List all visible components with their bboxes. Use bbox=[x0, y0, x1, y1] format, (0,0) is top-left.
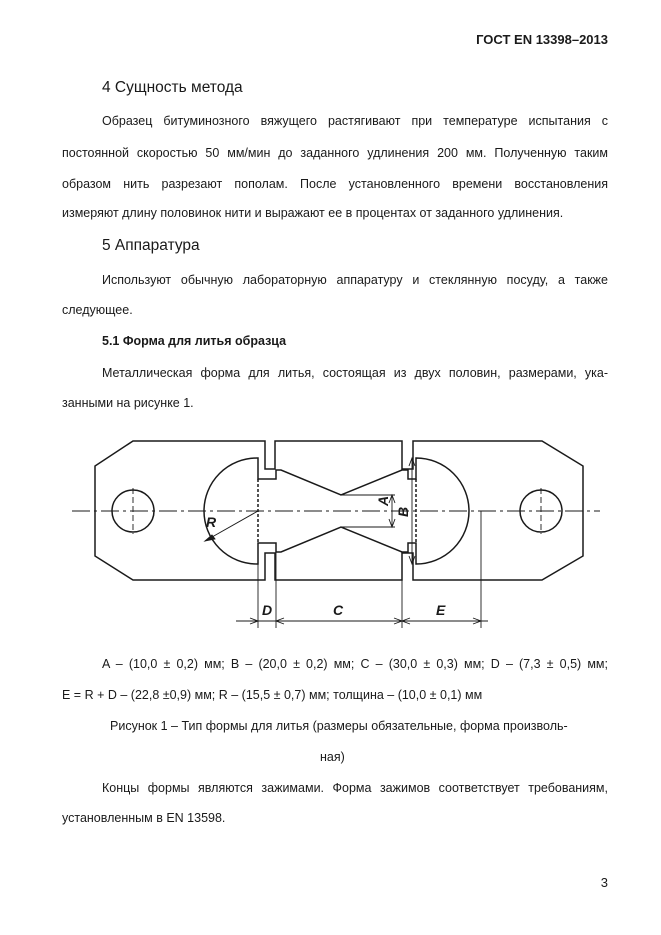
paragraph-line: Металлическая форма для литья, состоящая из двух половин, размерами, ука- bbox=[102, 366, 608, 380]
label-e: E bbox=[436, 602, 446, 618]
paragraph-line: Концы формы являются зажимами. Форма зажимов соответствует требованиям, bbox=[102, 781, 608, 795]
paragraph-line: постоянной скоростью 50 мм/мин до заданного удлинения 200 мм. Полученную таким bbox=[62, 146, 608, 160]
figure-caption: ная) bbox=[320, 750, 345, 764]
page-number: 3 bbox=[600, 875, 608, 890]
paragraph-line: Образец битуминозного вяжущего растягивают при температуре испытания с bbox=[102, 114, 608, 128]
paragraph-line: образом нить разрезают пополам. После установленного времени восстановления bbox=[62, 177, 608, 191]
paragraph-line: следующее. bbox=[62, 303, 133, 317]
paragraph-line: занными на рисунке 1. bbox=[62, 396, 194, 410]
section-4-title: 4 Сущность метода bbox=[102, 79, 243, 96]
dimensions-line: E = R + D – (22,8 ±0,9) мм; R – (15,5 ± 0,7) мм; толщина – (10,0 ± 0,1) мм bbox=[62, 688, 483, 702]
section-5-1-title: 5.1 Форма для литья образца bbox=[102, 334, 287, 348]
paragraph-line: установленным в EN 13598. bbox=[62, 811, 226, 825]
label-d: D bbox=[262, 602, 273, 618]
label-a: A bbox=[375, 495, 391, 506]
dimensions-line: A – (10,0 ± 0,2) мм; B – (20,0 ± 0,2) мм; C – (30,0 ± 0,3) мм; D – (7,3 ± 0,5) мм; bbox=[102, 657, 608, 671]
mold-outline bbox=[95, 441, 583, 580]
document-header: ГОСТ EN 13398–2013 bbox=[476, 32, 608, 47]
label-r: R bbox=[206, 514, 217, 530]
figure-caption: Рисунок 1 – Тип формы для литья (размеры обязательные, форма произволь- bbox=[110, 719, 568, 733]
paragraph-line: Используют обычную лабораторную аппаратуру и стеклянную посуду, а также bbox=[102, 273, 608, 287]
mold-drawing bbox=[60, 430, 605, 630]
label-b: B bbox=[395, 506, 411, 517]
paragraph-line: измеряют длину половинок нити и выражают ее в процентах от заданного удлинения. bbox=[62, 206, 564, 220]
section-5-title: 5 Аппаратура bbox=[102, 237, 200, 254]
label-c: C bbox=[333, 602, 344, 618]
